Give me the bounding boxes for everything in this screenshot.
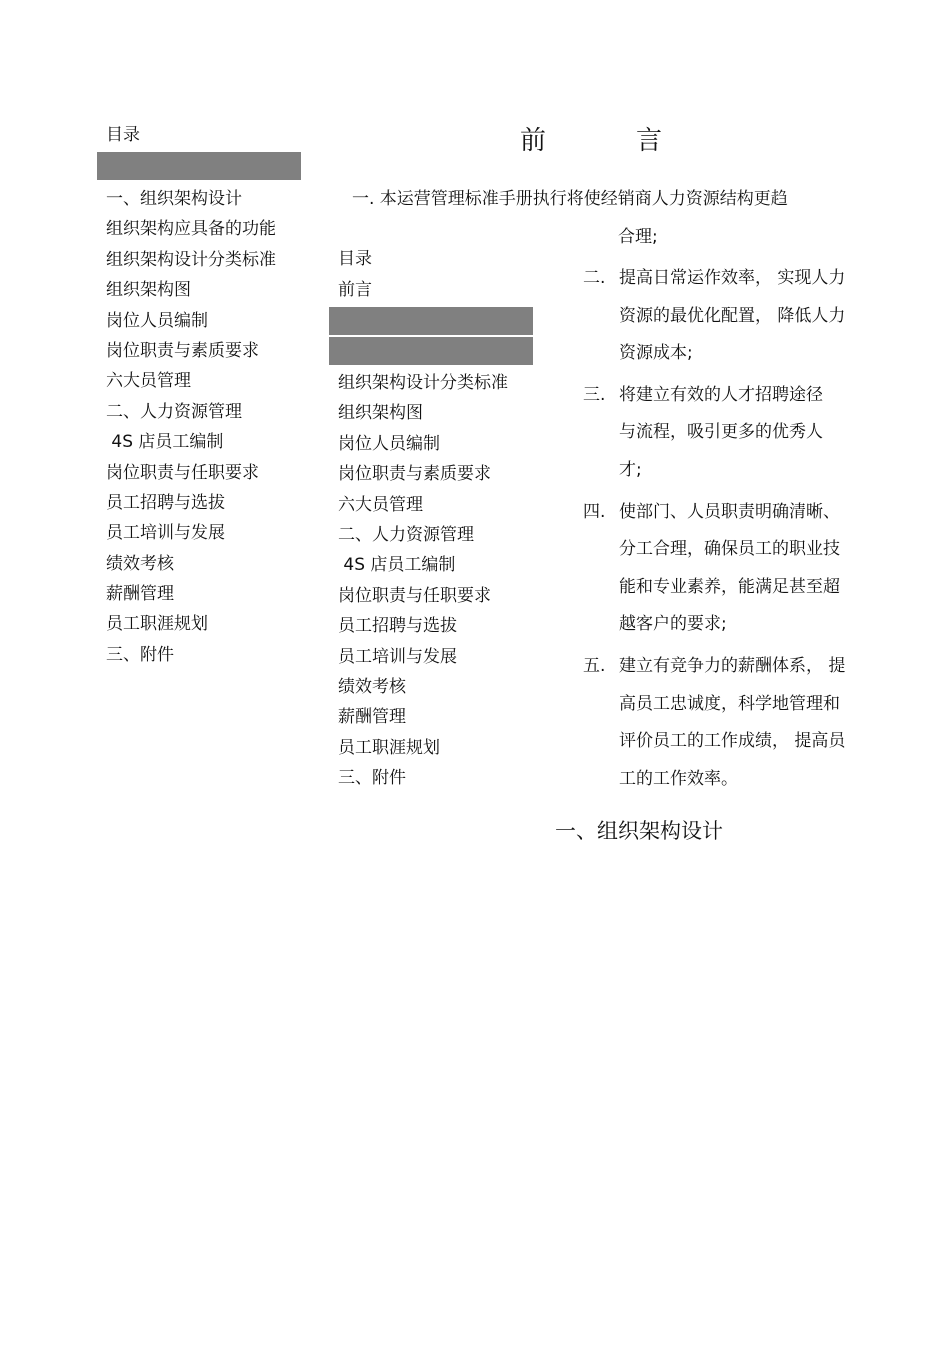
preface-point-1-continuation: 合理; [618,227,658,247]
preface-point-line: 建立有竞争力的薪酬体系， 提 [619,655,846,676]
toc-left-item[interactable]: 绩效考核 [106,553,174,574]
preface-point-number: 五. [583,655,606,676]
toc-left-item[interactable]: 岗位人员编制 [106,310,208,331]
toc-left-item[interactable]: 三、附件 [106,644,174,665]
toc-left-item[interactable]: 薪酬管理 [106,584,174,605]
toc-middle-item[interactable]: 绩效考核 [338,676,406,697]
toc-middle-item[interactable]: 员工培训与发展 [338,646,457,667]
toc-left-item[interactable]: 员工培训与发展 [106,523,225,544]
toc-middle-item[interactable]: 员工职涯规划 [338,737,440,758]
preface-title-char: 前 [520,126,547,156]
preface-point-number: 三. [583,384,606,405]
toc-left-item[interactable]: 岗位职责与素质要求 [106,340,259,361]
preface-point-line: 将建立有效的人才招聘途径 [619,384,823,405]
section-heading: 一、组织架构设计 [555,819,723,843]
toc-middle-item[interactable]: 三、附件 [338,768,406,789]
preface-point-line: 越客户的要求; [619,614,727,635]
toc-left-item[interactable]: 一、组织架构设计 [106,189,242,209]
toc-middle-item[interactable]: 岗位职责与素质要求 [338,464,491,485]
preface-point-line: 使部门、人员职责明确清晰、 [619,501,840,522]
preface-point-line: 才; [619,459,642,480]
toc-middle-item[interactable]: 岗位职责与任职要求 [338,585,491,606]
preface-point [583,648,873,798]
toc-left-item[interactable]: 员工招聘与选拔 [106,492,225,513]
toc-left-items [106,184,276,670]
toc-left-item[interactable]: 二、人力资源管理 [106,401,242,422]
preface-point-line: 能和专业素养，能满足甚至超 [619,576,840,597]
preface-point-line: 评价员工的工作成绩， 提高员 [619,731,846,752]
toc-left-item[interactable]: 员工职涯规划 [106,614,208,635]
toc-left-item[interactable]: 组织架构图 [106,280,191,301]
preface-points [583,260,873,802]
toc-middle-item[interactable]: 岗位人员编制 [338,433,440,454]
preface-point-line: 分工合理，确保员工的职业技 [619,539,840,560]
toc-middle-item[interactable]: 组织架构图 [338,403,423,424]
toc-left-gray-bar [97,152,301,180]
preface-point-line: 资源成本; [619,343,693,364]
toc-middle-item[interactable]: 员工招聘与选拔 [338,616,457,637]
preface-point-line: 与流程，吸引更多的优秀人 [619,422,823,443]
toc-left-item[interactable]: 六大员管理 [106,371,191,392]
toc-middle-item[interactable]: 薪酬管理 [338,707,406,728]
toc-left-item[interactable]: 岗位职责与任职要求 [106,462,259,483]
toc-middle-items [338,368,538,793]
toc-middle-gray-bar [329,337,533,365]
preface-point-line: 工的工作效率。 [619,768,738,789]
preface-title-char: 言 [636,126,663,156]
preface-point-1: 一. 本运营管理标准手册执行将使经销商人力资源结构更趋 [352,189,788,209]
preface-title [520,120,662,157]
toc-middle-item[interactable]: 组织架构设计分类标准 [338,373,508,393]
toc-left-title: 目录 [106,125,140,145]
toc-middle-item[interactable]: 六大员管理 [338,494,423,515]
toc-left-item[interactable]: 组织架构设计分类标准 [106,249,276,270]
toc-middle-title: 目录 [338,249,372,269]
preface-point-number: 二. [583,268,606,288]
toc-left-item[interactable]: 组织架构应具备的功能 [106,219,276,240]
toc-middle-item[interactable]: 二、人力资源管理 [338,524,474,545]
preface-point-line: 提高日常运作效率， 实现人力 [619,268,846,288]
preface-point-number: 四. [583,501,606,522]
toc-middle [338,244,538,793]
preface-point [583,260,873,373]
preface-point [583,377,873,490]
preface-point-line: 资源的最优化配置， 降低人力 [619,305,846,326]
toc-middle-item[interactable]: 4S 店员工编制 [338,555,456,576]
toc-middle-subtitle[interactable]: 前言 [338,279,372,300]
preface-point-line: 高员工忠诚度，科学地管理和 [619,693,840,714]
toc-left-item[interactable]: 4S 店员工编制 [106,432,224,453]
preface-point [583,494,873,644]
toc-middle-gray-bar [329,307,533,335]
